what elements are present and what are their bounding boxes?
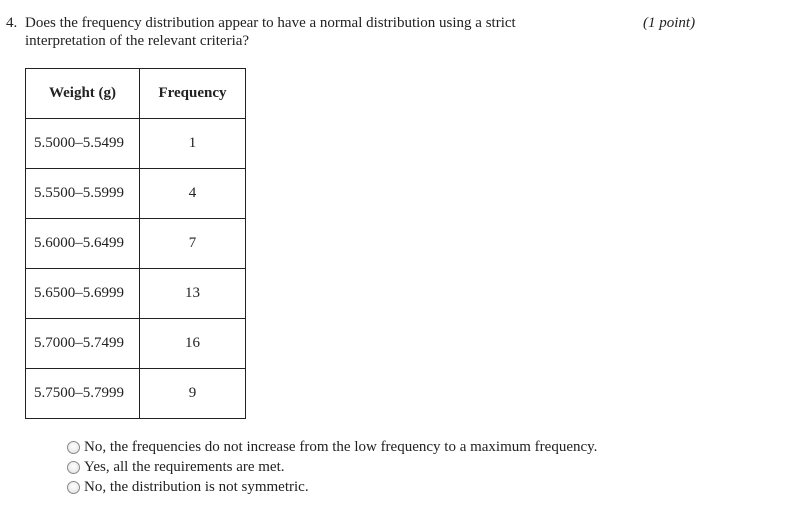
question <box>6 14 566 50</box>
weight-cell: 5.7500–5.7999 <box>26 369 140 419</box>
answer-options <box>67 437 597 497</box>
radio-button[interactable] <box>67 481 80 494</box>
table-row <box>26 119 246 169</box>
answer-option-label: Yes, all the requirements are met. <box>84 458 285 475</box>
frequency-cell: 16 <box>140 319 246 369</box>
answer-option-1[interactable] <box>67 437 597 457</box>
answer-option-3[interactable] <box>67 477 597 497</box>
weight-cell: 5.6500–5.6999 <box>26 269 140 319</box>
frequency-cell: 7 <box>140 219 246 269</box>
frequency-header: Frequency <box>140 69 246 119</box>
table-row <box>26 169 246 219</box>
answer-option-label: No, the frequencies do not increase from the low frequency to a maximum frequency. <box>84 438 598 455</box>
table-row <box>26 369 246 419</box>
weight-cell: 5.7000–5.7499 <box>26 319 140 369</box>
frequency-table <box>25 68 246 419</box>
answer-option-label: No, the distribution is not symmetric. <box>84 478 309 495</box>
question-number: 4. <box>6 15 18 31</box>
frequency-cell: 1 <box>140 119 246 169</box>
frequency-cell: 9 <box>140 369 246 419</box>
answer-option-2[interactable] <box>67 457 597 477</box>
radio-button[interactable] <box>67 461 80 474</box>
weight-cell: 5.5500–5.5999 <box>26 169 140 219</box>
weight-header: Weight (g) <box>26 69 140 119</box>
radio-button[interactable] <box>67 441 80 454</box>
question-points: (1 point) <box>643 15 696 31</box>
weight-cell: 5.5000–5.5499 <box>26 119 140 169</box>
table-row <box>26 319 246 369</box>
frequency-cell: 13 <box>140 269 246 319</box>
table-row <box>26 269 246 319</box>
question-text: Does the frequency distribution appear to have a normal distribution using a strict interpretation of the relevant criteria? <box>25 15 516 49</box>
table-header-row <box>26 69 246 119</box>
weight-cell: 5.6000–5.6499 <box>26 219 140 269</box>
frequency-cell: 4 <box>140 169 246 219</box>
table-row <box>26 219 246 269</box>
